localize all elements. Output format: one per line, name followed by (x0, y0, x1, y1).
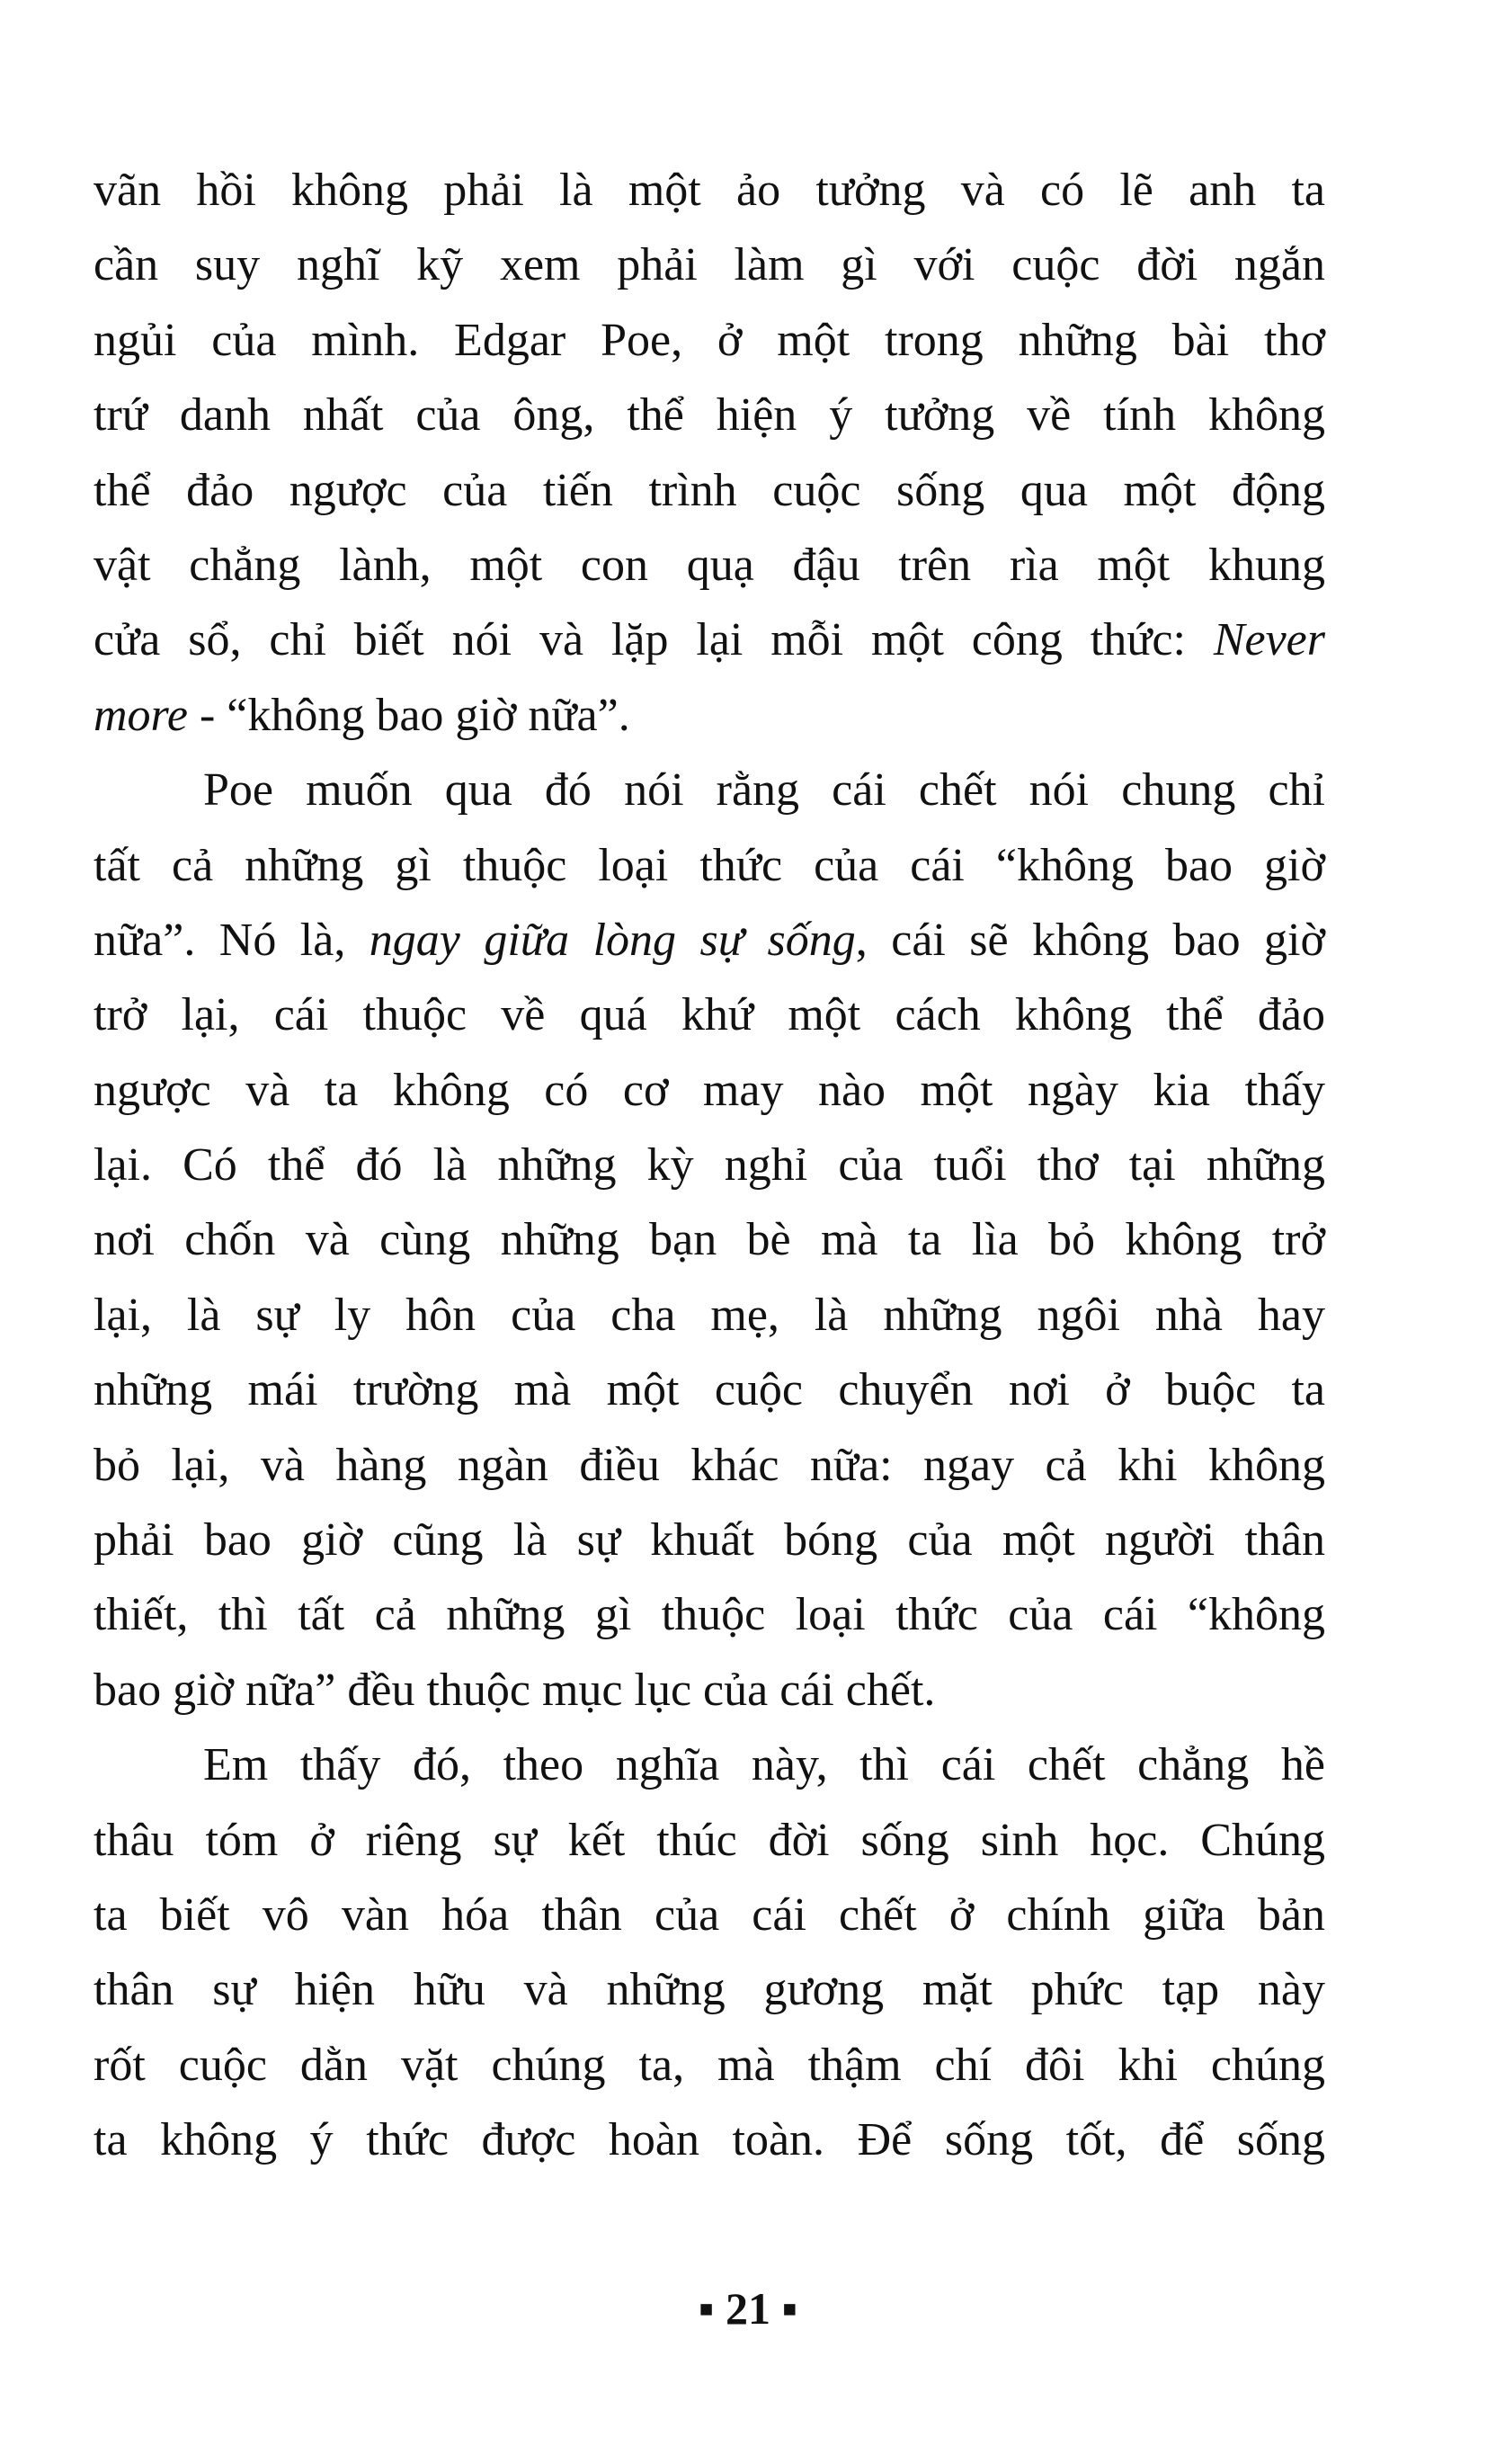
text-line: vật chẳng lành, một con quạ đậu trên rìa một khung (94, 539, 1325, 591)
text-line: bao giờ nữa” đều thuộc mục lục của cái chết. (94, 1664, 936, 1716)
text-line: vãn hồi không phải là một ảo tưởng và có lẽ anh ta (94, 165, 1325, 216)
text-line: lại, là sự ly hôn của cha mẹ, là những ngôi nhà hay (94, 1289, 1325, 1341)
text-line: bỏ lại, và hàng ngàn điều khác nữa: ngay cả khi không (94, 1439, 1325, 1491)
text-line: lại. Có thể đó là những kỳ nghỉ của tuổi thơ tại những (94, 1139, 1325, 1192)
text-line: trứ danh nhất của ông, thể hiện ý tưởng về tính không (94, 389, 1325, 442)
italic-text: ngay giữa lòng sự sống (369, 914, 856, 966)
text-line: ta biết vô vàn hóa thân của cái chết ở chính giữa bản (94, 1888, 1325, 1941)
text-line (94, 678, 1325, 753)
text-line: ngược và ta không có cơ may nào một ngày kia thấy (94, 1064, 1325, 1116)
text-run: nữa”. Nó là, (94, 914, 370, 966)
text-line: Poe muốn qua đó nói rằng cái chết nói chung chỉ (203, 764, 1325, 817)
italic-text: more (94, 689, 188, 741)
text-line: nơi chốn và cùng những bạn bè mà ta lìa bỏ không trở (94, 1214, 1325, 1266)
text-line: ta không ý thức được hoàn toàn. Để sống tốt, để sống (94, 2114, 1325, 2166)
text-line: Em thấy đó, theo nghĩa này, thì cái chết chẳng hề (203, 1739, 1325, 1791)
text-line: rốt cuộc dằn vặt chúng ta, mà thậm chí đôi khi chúng (94, 2039, 1325, 2091)
body-text (94, 153, 1325, 2178)
text-line: trở lại, cái thuộc về quá khứ một cách không thể đảo (94, 989, 1325, 1041)
text-run: cửa sổ, chỉ biết nói và lặp lại mỗi một công thức: (94, 614, 1214, 666)
page-number: ▪ 21 ▪ (698, 2283, 798, 2334)
text-line: thiết, thì tất cả những gì thuộc loại thức của cái “không (94, 1589, 1325, 1641)
text-line: cần suy nghĩ kỹ xem phải làm gì với cuộc đời ngắn (94, 239, 1325, 291)
text-line: ngủi của mình. Edgar Poe, ở một trong những bài thơ (94, 314, 1325, 366)
text-run: - “không bao giờ nữa”. (187, 689, 630, 741)
text-line: thể đảo ngược của tiến trình cuộc sống qua một động (94, 464, 1325, 516)
italic-text: Never (1213, 614, 1325, 666)
text-line: phải bao giờ cũng là sự khuất bóng của một người thân (94, 1514, 1325, 1567)
text-line: thân sự hiện hữu và những gương mặt phức tạp này (94, 1964, 1325, 2016)
text-run: , cái sẽ không bao giờ (855, 914, 1325, 966)
text-line: tất cả những gì thuộc loại thức của cái “không bao giờ (94, 839, 1325, 891)
text-line (94, 603, 1325, 677)
text-line: thâu tóm ở riêng sự kết thúc đời sống sinh học. Chúng (94, 1814, 1325, 1866)
text-line: những mái trường mà một cuộc chuyển nơi ở buộc ta (94, 1364, 1325, 1416)
text-line (94, 903, 1325, 978)
